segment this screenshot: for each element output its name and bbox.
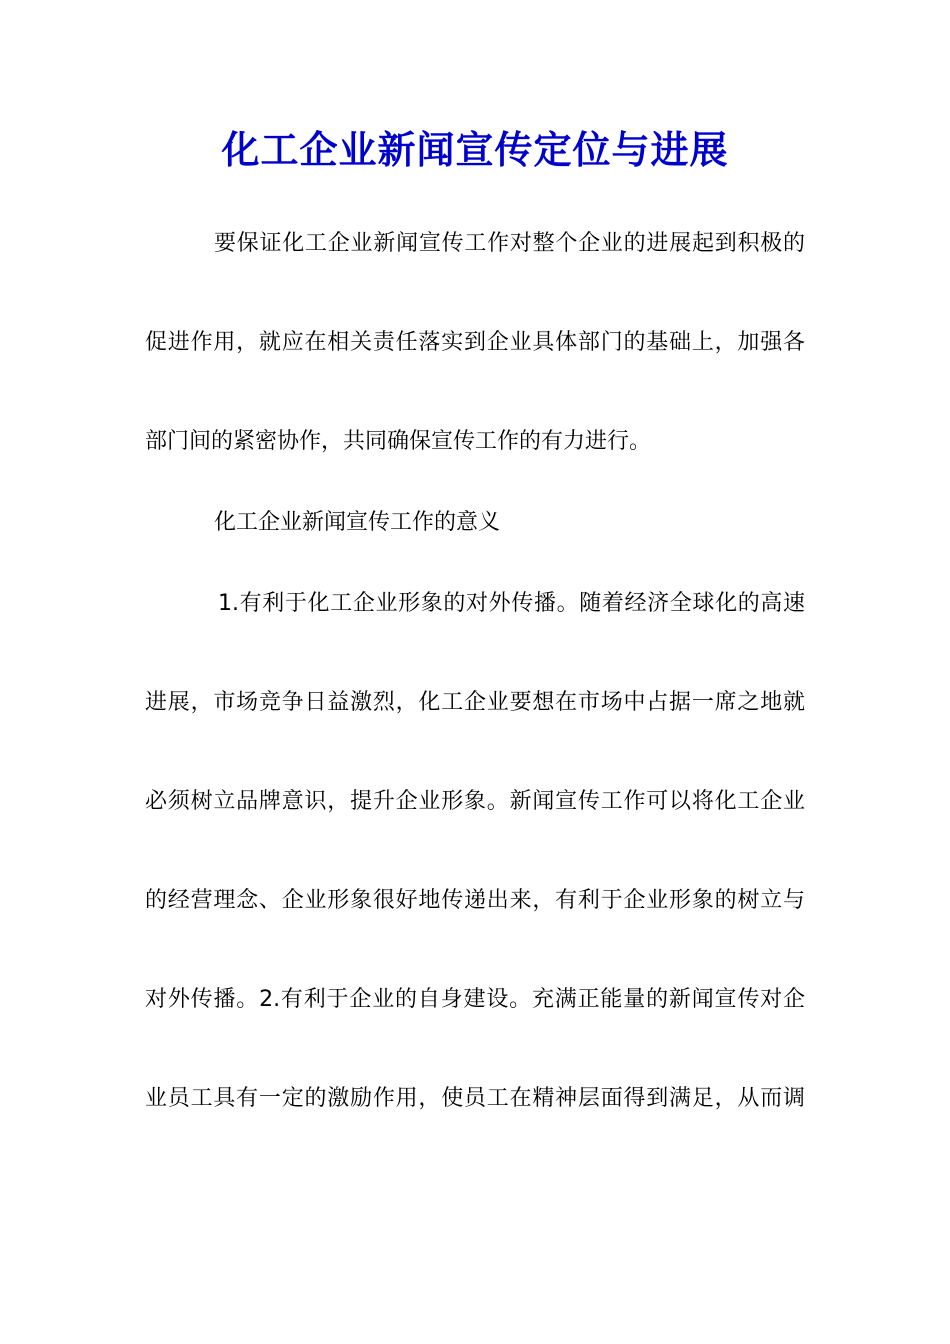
body-line: 促进作用，就应在相关责任落实到企业具体部门的基础上，加强各 bbox=[145, 330, 805, 355]
body-line: 进展，市场竞争日益激烈，化工企业要想在市场中占据一席之地就 bbox=[145, 690, 805, 715]
body-line: 1.有利于化工企业形象的对外传播。随着经济全球化的高速 bbox=[218, 591, 805, 616]
body-line: 业员工具有一定的激励作用，使员工在精神层面得到满足，从而调 bbox=[145, 1086, 805, 1111]
body-line: 对外传播。2.有利于企业的自身建设。充满正能量的新闻宣传对企 bbox=[145, 987, 805, 1012]
body-line: 部门间的紧密协作，共同确保宣传工作的有力进行。 bbox=[145, 429, 652, 454]
body-line: 的经营理念、企业形象很好地传递出来，有利于企业形象的树立与 bbox=[145, 888, 805, 913]
body-line: 要保证化工企业新闻宣传工作对整个企业的进展起到积极的 bbox=[214, 231, 805, 256]
body-line: 必须树立品牌意识，提升企业形象。新闻宣传工作可以将化工企业 bbox=[145, 789, 805, 814]
section-heading: 化工企业新闻宣传工作的意义 bbox=[214, 510, 501, 535]
document-title: 化工企业新闻宣传定位与进展 bbox=[221, 127, 729, 172]
